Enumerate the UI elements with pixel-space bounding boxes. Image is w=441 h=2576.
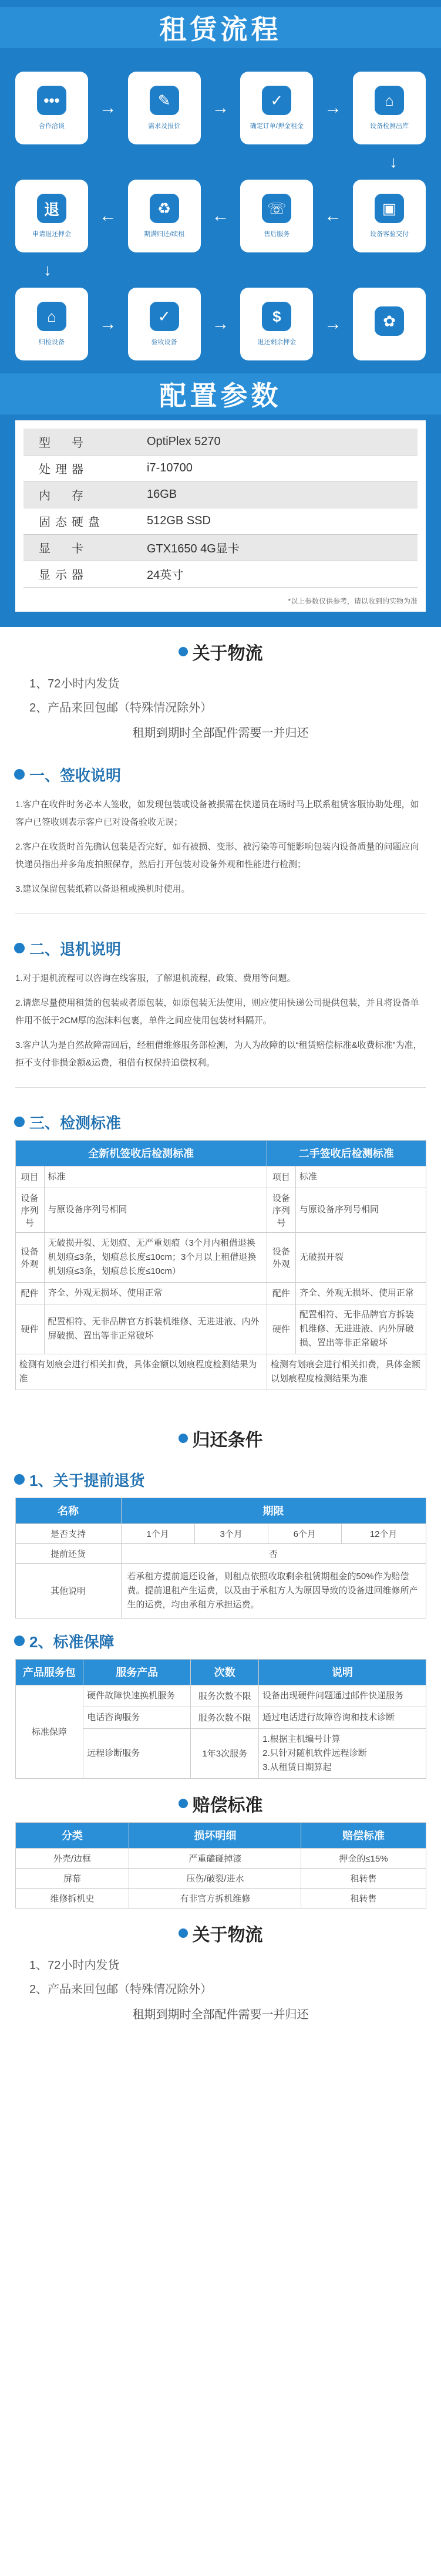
flow-step-label: 确定订单/押金租金 — [250, 123, 304, 130]
bullet-dot-icon — [179, 1799, 188, 1808]
arrow-down-left: ↓ — [43, 261, 52, 279]
recycle-icon: ♻ — [150, 194, 179, 223]
config-value: 512GB SSD — [147, 508, 418, 534]
logistics-item: 2、产品来回包邮（特殊情况除外） — [29, 701, 213, 714]
flow-step — [353, 72, 426, 144]
check-cell: 设备序列号 — [267, 1188, 295, 1232]
flow-step-label: 需求及报价 — [148, 123, 181, 130]
flow-step — [353, 180, 426, 252]
arrow-right-icon: → — [324, 98, 342, 117]
config-row — [23, 455, 418, 481]
guarantee-title: 2、标准保障 — [29, 1633, 115, 1651]
config-header — [0, 366, 441, 420]
compensation-cell: 押金的≤15% — [301, 1848, 426, 1868]
flow-step — [353, 288, 426, 360]
bullet-dot-icon — [179, 647, 188, 656]
return-conditions-heading — [0, 1414, 441, 1457]
compensation-table — [15, 1822, 426, 1909]
bullet-dot-icon — [14, 1636, 25, 1646]
chat-icon: ••• — [37, 86, 66, 115]
logistics-title-2: 关于物流 — [192, 1925, 263, 1945]
bullet-dot-icon — [14, 1474, 25, 1485]
config-key: 处理器 — [23, 455, 147, 481]
return-conditions-title: 归还条件 — [192, 1430, 263, 1450]
period-cell: 1个月 — [121, 1523, 194, 1543]
period-cell: 12个月 — [341, 1523, 426, 1543]
arrow-right-icon: → — [99, 98, 117, 117]
compensation-cell: 屏幕 — [15, 1868, 129, 1888]
early-header-period: 期限 — [121, 1498, 426, 1523]
return-title: 二、退机说明 — [29, 940, 122, 958]
guarantee-table — [15, 1659, 426, 1779]
flow-step-label: 验收设备 — [151, 339, 177, 346]
table-row — [15, 1188, 426, 1232]
compensation-cell: 维修拆机史 — [15, 1888, 129, 1908]
config-banner — [0, 373, 441, 414]
table-row — [15, 1232, 426, 1282]
config-row — [23, 481, 418, 508]
table-row — [15, 1282, 426, 1304]
config-value: GTX1650 4G显卡 — [147, 534, 418, 561]
count-cell: 服务次数不限 — [191, 1707, 259, 1728]
flow-step — [128, 180, 201, 252]
table-row — [15, 1868, 426, 1888]
logistics-section-2 — [0, 1909, 441, 2034]
compensation-cell: 租转售 — [301, 1888, 426, 1908]
box-icon: ▣ — [375, 194, 404, 223]
check-cell: 项目 — [15, 1166, 44, 1188]
flow-row-2 — [15, 180, 426, 252]
arrow-left-icon: ← — [211, 206, 230, 225]
check-icon: ✓ — [150, 302, 179, 331]
refund-icon: 退 — [37, 194, 66, 223]
desc-cell: 设备出现硬件问题通过邮件快递服务 — [259, 1685, 426, 1707]
flow-step-label: 合作洽谈 — [39, 123, 65, 130]
check-cell: 设备序列号 — [15, 1188, 44, 1232]
count-cell: 服务次数不限 — [191, 1685, 259, 1707]
bullet-dot-icon — [14, 1117, 25, 1127]
check-cell: 标准 — [44, 1166, 267, 1188]
return-paragraph-2: 2.请您尽量使用租赁的包装或者原包装，如原包装无法使用，则应使用快递公司提供包装，并且将设备单件用不低于2CM厚的泡沫料包裹，单件之间应使用包装材料隔开。 — [15, 997, 419, 1026]
flow-step — [15, 72, 88, 144]
flow-step-label: 设备检测出库 — [369, 123, 409, 130]
flow-row-3 — [15, 288, 426, 360]
divider — [15, 913, 426, 914]
config-row — [23, 429, 418, 455]
check-cell: 硬件 — [15, 1304, 44, 1354]
guarantee-heading — [0, 1619, 441, 1659]
early-return-table — [15, 1498, 426, 1619]
service-cell: 远程诊断服务 — [83, 1728, 191, 1778]
logistics-title: 关于物流 — [192, 643, 263, 663]
edit-icon: ✎ — [150, 86, 179, 115]
flow-step-label: 设备客验交付 — [369, 231, 409, 238]
package-cell: 标准保障 — [15, 1685, 83, 1778]
logistics-heading — [0, 627, 441, 670]
flow-step-label: 退还剩余押金 — [257, 339, 297, 346]
bullet-dot-icon — [179, 1434, 188, 1443]
arrow-right-icon: → — [211, 98, 230, 117]
desc-cell: 1.根据主机编号计算 2.只针对随机软件远程诊断 3.从租赁日期算起 — [259, 1728, 426, 1778]
arrow-right-icon: → — [211, 314, 230, 333]
config-value: 24英寸 — [147, 561, 418, 587]
flow-step — [15, 180, 88, 252]
check-cell: 配置相符、无非品牌官方拆装机维修、无进进液、内外屏破损、置出等非正常破坏 — [44, 1304, 267, 1354]
compensation-cell: 外壳/边框 — [15, 1848, 129, 1868]
bullet-dot-icon — [179, 1928, 188, 1938]
logistics-item: 1、72小时内发货 — [29, 677, 120, 690]
config-title: 配置参数 — [159, 380, 282, 411]
period-cell: 6个月 — [268, 1523, 341, 1543]
check-cell: 设备外观 — [267, 1232, 295, 1282]
table-row — [15, 1354, 426, 1390]
process-flow — [0, 54, 441, 366]
sign-paragraph-1: 1.客户在收件时务必本人签收，如发现包装或设备被损需在快递员在场时马上联系租赁客服协助处理，如客户已签收则表示客户已对设备验收无误； — [15, 799, 419, 827]
check-cell: 无破损开裂 — [295, 1232, 426, 1282]
check-table — [15, 1140, 426, 1390]
logistics-heading-2 — [0, 1909, 441, 1952]
flow-step — [128, 72, 201, 144]
check-cell: 硬件 — [267, 1304, 295, 1354]
arrow-down-right: ↓ — [389, 153, 398, 171]
flow-step — [240, 180, 313, 252]
flow-step — [128, 288, 201, 360]
check-heading — [0, 1100, 441, 1140]
flow-step — [240, 288, 313, 360]
table-row — [15, 1685, 426, 1707]
config-value: i7-10700 — [147, 455, 418, 481]
compensation-header: 赔偿标准 — [301, 1822, 426, 1848]
check-cell: 项目 — [267, 1166, 295, 1188]
table-row — [15, 1166, 426, 1188]
config-value: 16GB — [147, 481, 418, 508]
flow-step-label: 归检设备 — [39, 339, 65, 346]
rental-process-section — [0, 0, 441, 627]
config-panel — [15, 420, 426, 612]
divider — [15, 1087, 426, 1088]
check-cell: 配件 — [267, 1282, 295, 1304]
flow-step-label: 期满归还/续租 — [144, 231, 185, 238]
service-cell: 电话咨询服务 — [83, 1707, 191, 1728]
check-section — [0, 1100, 441, 1390]
bullet-dot-icon — [14, 943, 25, 953]
table-row — [15, 1304, 426, 1354]
early-return-title: 1、关于提前退货 — [29, 1471, 145, 1489]
return-heading — [0, 926, 441, 966]
sign-title: 一、签收说明 — [29, 766, 122, 784]
coins-icon: $ — [262, 302, 291, 331]
table-row — [15, 1888, 426, 1908]
arrow-left-icon: ← — [99, 206, 117, 225]
guarantee-header: 服务产品 — [83, 1659, 191, 1685]
logistics-item: 1、72小时内发货 — [29, 1958, 120, 1972]
sign-paragraph-2: 2.客户在收货时首先确认包装是否完好，如有被损、变形、被污染等可能影响包装内设备质量的问题应向快递员指出并多角度拍照保存，然后打开包装对设备外观和性能进行检测； — [15, 841, 419, 869]
early-return-heading — [0, 1457, 441, 1498]
config-value: OptiPlex 5270 — [147, 429, 418, 455]
bullet-dot-icon — [14, 769, 25, 780]
check-cell: 齐全、外观无损坏、使用正常 — [295, 1282, 426, 1304]
config-key: 内 存 — [23, 481, 147, 508]
house-icon: ⌂ — [375, 86, 404, 115]
sign-paragraph-3: 3.建议保留包装纸箱以备退租或换机时使用。 — [15, 884, 190, 894]
check-cell: 齐全、外观无损坏、使用正常 — [44, 1282, 267, 1304]
period-cell: 3个月 — [194, 1523, 268, 1543]
flow-step-label: 申请退还押金 — [32, 231, 71, 238]
flow-step — [240, 72, 313, 144]
return-paragraph-3: 3.客户认为是自然故障需回后，经租借维修服务部检测，为人为故障的以“租赁赔偿标准&收费标准”为准，拒不支付非损金额&运费，租借有权保持追偿权利。 — [15, 1040, 422, 1068]
guarantee-header: 次数 — [191, 1659, 259, 1685]
early-row-label: 提前还货 — [15, 1543, 121, 1563]
config-key: 固态硬盘 — [23, 508, 147, 534]
rental-process-title: 租赁流程 — [159, 14, 282, 45]
clipboard-icon: ✓ — [262, 86, 291, 115]
early-row-label: 其他说明 — [15, 1563, 121, 1618]
guarantee-header: 说明 — [259, 1659, 426, 1685]
config-key: 型 号 — [23, 429, 147, 455]
check-footnote: 检测有划痕会进行相关扣费，具体金额以划痕程度检测结果为准 — [267, 1354, 426, 1390]
early-row-note: 若承租方提前退还设备，则租点依照收取剩余租赁期租金的50%作为赔偿费。提前退租产生运费，以及由于承租方人为原因导致的设备进回维修所产生的运费，均由承租方承担运费。 — [121, 1563, 426, 1618]
check-header-new: 全新机签收后检测标准 — [15, 1140, 267, 1166]
config-note: *以上参数仅供参考，请以收到的实物为准 — [288, 596, 418, 605]
early-header-name: 名称 — [15, 1498, 121, 1523]
config-row — [23, 508, 418, 534]
config-key: 显示器 — [23, 561, 147, 587]
check-cell: 配件 — [15, 1282, 44, 1304]
check-cell: 与原设备序列号相同 — [44, 1188, 267, 1232]
check-cell: 无破损开裂、无划痕、无严重划痕（3个月内租借退换机划痕≤3条，划痕总长度≤10cm；3个月以上租借退换机划痕≤3条，划痕总长度≤10cm） — [44, 1232, 267, 1282]
logistics-item: 2、产品来回包邮（特殊情况除外） — [29, 1982, 213, 1996]
sign-heading — [0, 752, 441, 793]
early-return-section — [0, 1457, 441, 1619]
flow-step — [15, 288, 88, 360]
logistics-note-2: 租期到期时全部配件需要一并归还 — [132, 2008, 309, 2021]
early-row-value: 否 — [121, 1543, 426, 1563]
check-title: 三、检测标准 — [29, 1114, 122, 1132]
check-cell: 设备外观 — [15, 1232, 44, 1282]
compensation-cell: 租转售 — [301, 1868, 426, 1888]
arrow-right-icon: → — [99, 314, 117, 333]
logistics-section — [0, 627, 441, 752]
compensation-cell: 严重磕碰掉漆 — [129, 1848, 301, 1868]
table-row — [15, 1848, 426, 1868]
config-key: 显 卡 — [23, 534, 147, 561]
compensation-title: 赔偿标准 — [192, 1795, 263, 1815]
flow-step-label: 售后服务 — [264, 231, 290, 238]
early-row-label: 是否支持 — [15, 1523, 121, 1543]
config-table — [23, 429, 418, 588]
return-section — [0, 926, 441, 1075]
guarantee-section — [0, 1619, 441, 1779]
count-cell: 1年3次服务 — [191, 1728, 259, 1778]
logistics-note: 租期到期时全部配件需要一并归还 — [132, 726, 309, 740]
desc-cell: 通过电话进行故障咨询和技术诊断 — [259, 1707, 426, 1728]
service-cell: 硬件故障快速换机服务 — [83, 1685, 191, 1707]
check-footnote: 检测有划痕会进行相关扣费，具体金额以划痕程度检测结果为准 — [15, 1354, 267, 1390]
compensation-heading — [0, 1779, 441, 1822]
compensation-header: 损坏明细 — [129, 1822, 301, 1848]
arrow-left-icon: ← — [324, 206, 342, 225]
sign-section — [0, 752, 441, 902]
config-row — [23, 534, 418, 561]
compensation-header: 分类 — [15, 1822, 129, 1848]
compensation-cell: 压伤/破裂/进水 — [129, 1868, 301, 1888]
headset-icon: ☏ — [262, 194, 291, 223]
hero-header — [0, 0, 441, 54]
check-cell: 与原设备序列号相同 — [295, 1188, 426, 1232]
arrow-right-icon: → — [324, 314, 342, 333]
title-banner — [0, 7, 441, 48]
guarantee-header: 产品服务包 — [15, 1659, 83, 1685]
return-paragraph-1: 1.对于退机流程可以咨询在线客服，了解退机流程、政策、费用等问题。 — [15, 973, 296, 983]
compensation-cell: 有非官方拆机维修 — [129, 1888, 301, 1908]
check-cell: 标准 — [295, 1166, 426, 1188]
check-cell: 配置相符、无非品牌官方拆装机维修、无进进液、内外屏破损、置出等非正常破坏 — [295, 1304, 426, 1354]
config-row — [23, 561, 418, 587]
flow-row-1 — [15, 72, 426, 144]
brand-logo-icon: ✿ — [375, 306, 404, 336]
check-header-used: 二手签收后检测标准 — [267, 1140, 426, 1166]
receipt-icon: ⌂ — [37, 302, 66, 331]
